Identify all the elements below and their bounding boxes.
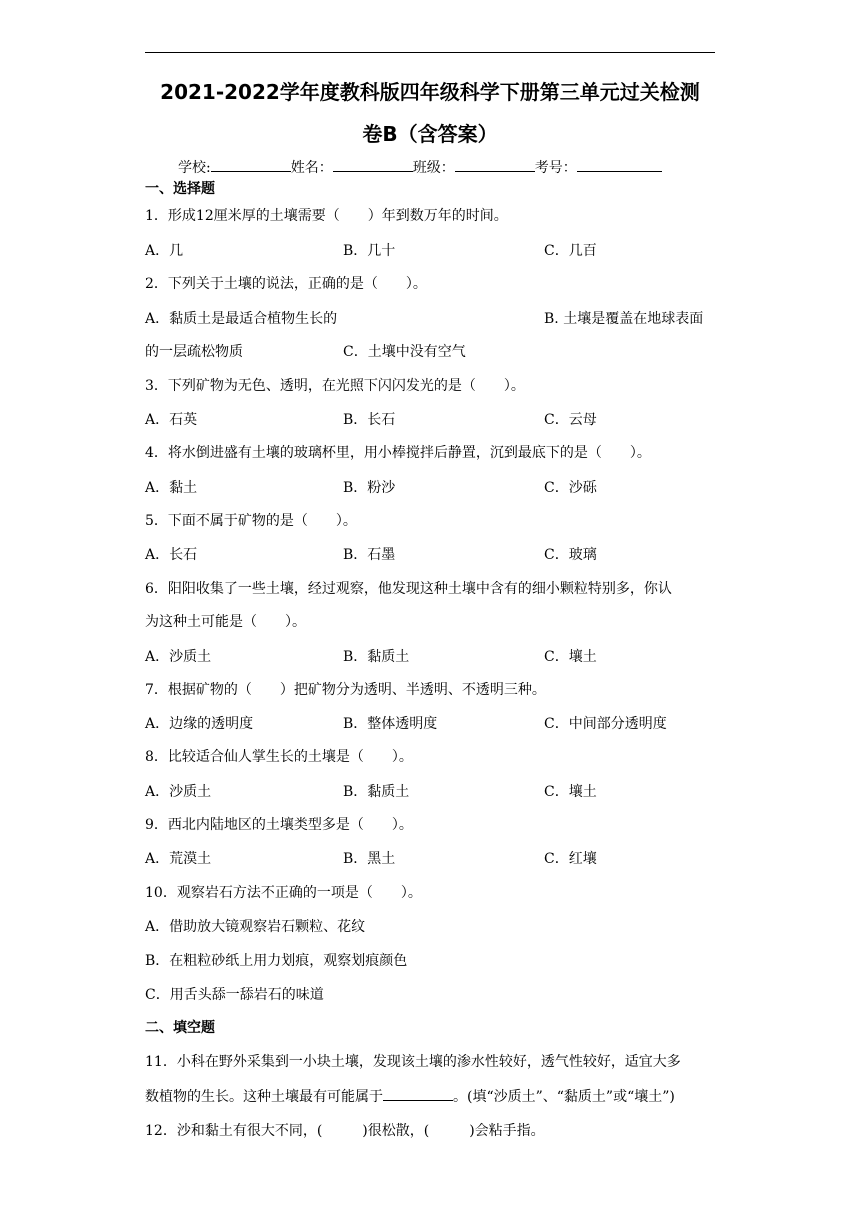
question-stem: [145, 1121, 545, 1141]
page-title-line2: 卷B（含答案）: [362, 122, 498, 146]
question-stem: 3．下列矿物为无色、透明，在光照下闪闪发光的是（ ）。: [145, 378, 525, 394]
section-title-fill: 二、填空题: [145, 1020, 215, 1036]
student-info-row: [178, 157, 662, 178]
option-c: C．壤土: [544, 649, 597, 665]
option-b: B．石墨: [343, 547, 396, 563]
option-c: C．云母: [544, 412, 597, 428]
question-stem: 2．下列关于土壤的说法，正确的是（ ）。: [145, 276, 427, 292]
option-c: C．中间部分透明度: [544, 716, 667, 732]
q12-text-a: 12．沙和黏土有很大不同，(: [145, 1123, 323, 1139]
option-a: A．借助放大镜观察岩石颗粒、花纹: [145, 919, 366, 935]
question-stem-continued: 为这种土可能是（ ）。: [145, 614, 306, 630]
question-stem: 8．比较适合仙人掌生长的土壤是（ ）。: [145, 749, 413, 765]
option-b: B．长石: [343, 412, 396, 428]
question-stem: 1．形成12厘米厚的土壤需要（ ）年到数万年的时间。: [145, 208, 508, 224]
question-stem: 11．小科在野外采集到一小块土壤，发现该土壤的渗水性较好，透气性较好，适宜大多: [145, 1054, 681, 1070]
option-c: C．几百: [544, 243, 597, 259]
name-label: 姓名：: [290, 160, 333, 176]
exam-no-label: 考号：: [534, 160, 577, 176]
option-a: A．沙质土: [145, 784, 212, 800]
option-b: B. 土壤是覆盖在地球表面: [544, 311, 704, 327]
question-stem: 9．西北内陆地区的土壤类型多是（ ）。: [145, 817, 413, 833]
option-a: A．沙质土: [145, 649, 212, 665]
q11-text-after: 。(填“沙质土”、“黏质土”或“壤土”): [453, 1089, 675, 1105]
option-c: C．沙砾: [544, 480, 597, 496]
page-title-line1: 2021-2022学年度教科版四年级科学下册第三单元过关检测: [160, 80, 700, 104]
option-c: C．玻璃: [544, 547, 597, 563]
school-blank[interactable]: [211, 157, 291, 172]
option-c: C．土壤中没有空气: [343, 344, 466, 360]
option-b: B．粉沙: [343, 480, 396, 496]
q12-text-b: )很松散，(: [362, 1123, 430, 1139]
option-a: A．长石: [145, 547, 198, 563]
school-label: 学校:: [178, 160, 211, 176]
option-b: B．黏质土: [343, 784, 410, 800]
class-label: 班级：: [412, 160, 455, 176]
option-a: A．荒漠土: [145, 851, 212, 867]
header-rule: [145, 52, 715, 53]
option-b: B．整体透明度: [343, 716, 438, 732]
exam-no-blank[interactable]: [577, 157, 662, 172]
option-b-continued: 的一层疏松物质: [145, 344, 243, 360]
option-a: A．石英: [145, 412, 198, 428]
question-stem: 10．观察岩石方法不正确的一项是（ ）。: [145, 885, 422, 901]
question-stem: 6．阳阳收集了一些土壤，经过观察，他发现这种土壤中含有的细小颗粒特别多，你认: [145, 581, 672, 597]
option-b: B．几十: [343, 243, 396, 259]
section-title-choice: 一、选择题: [145, 181, 215, 197]
option-c: C．用舌头舔一舔岩石的味道: [145, 987, 324, 1003]
option-a: A．几: [145, 243, 184, 259]
q12-text-c: )会粘手指。: [469, 1123, 545, 1139]
option-b: B．黏质土: [343, 649, 410, 665]
class-blank[interactable]: [455, 157, 535, 172]
option-c: C．红壤: [544, 851, 597, 867]
question-stem: 5．下面不属于矿物的是（ ）。: [145, 513, 357, 529]
question-stem-continued: [145, 1086, 675, 1107]
option-a: A．边缘的透明度: [145, 716, 254, 732]
option-a: A．黏土: [145, 480, 198, 496]
option-c: C．壤土: [544, 784, 597, 800]
name-blank[interactable]: [333, 157, 413, 172]
q11-text-before: 数植物的生长。这种土壤最有可能属于: [145, 1089, 383, 1105]
question-stem: 7．根据矿物的（ ）把矿物分为透明、半透明、不透明三种。: [145, 682, 546, 698]
option-b: B．黑土: [343, 851, 396, 867]
option-b: B．在粗粒砂纸上用力划痕，观察划痕颜色: [145, 953, 408, 969]
question-stem: 4．将水倒进盛有土壤的玻璃杯里，用小棒搅拌后静置，沉到最底下的是（ ）。: [145, 445, 651, 461]
option-a: A．黏质土是最适合植物生长的: [145, 311, 338, 327]
q11-answer-blank[interactable]: [383, 1086, 453, 1101]
